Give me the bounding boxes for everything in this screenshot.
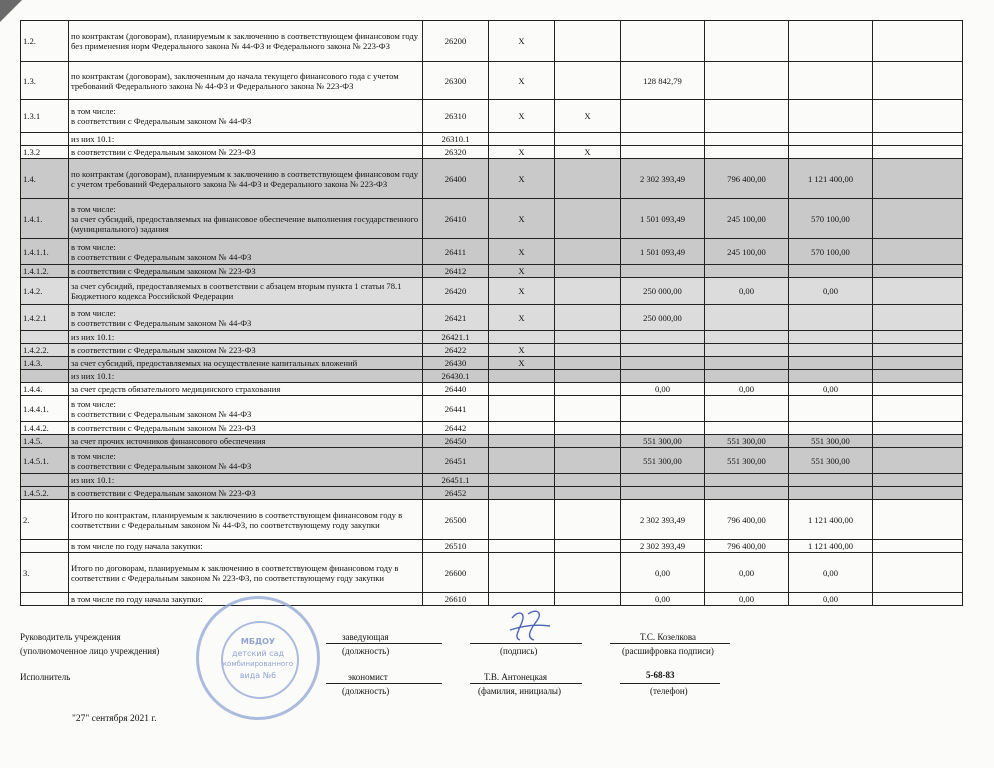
row-empty-cell (873, 146, 963, 159)
table-row (21, 422, 963, 435)
row-mark-2 (555, 474, 621, 487)
row-value-year-1 (621, 133, 705, 146)
row-empty-cell (873, 396, 963, 422)
stamp-line-4: вида №6 (239, 671, 277, 680)
head-position: заведующая (342, 632, 389, 642)
row-description: в том числе: в соответствии с Федеральным законом № 44-ФЗ (69, 100, 423, 133)
row-mark-1 (489, 487, 555, 500)
row-description: за счет субсидий, предоставляемых в соответствии с абзацем вторым пункта 1 статьи 78.1 Бюджетного кодекса Российской Федерации (69, 278, 423, 305)
row-number: 1.4.5. (21, 435, 69, 448)
table-row (21, 265, 963, 278)
row-mark-1: X (489, 265, 555, 278)
row-mark-1 (489, 435, 555, 448)
row-value-year-2 (705, 133, 789, 146)
row-value-year-3: 1 121 400,00 (789, 540, 873, 553)
row-empty-cell (873, 370, 963, 383)
row-description: в том числе: в соответствии с Федеральным законом № 44-ФЗ (69, 239, 423, 265)
row-description: за счет прочих источников финансового обеспечения (69, 435, 423, 448)
executor-name: Т.В. Антонецкая (484, 672, 547, 682)
row-mark-2 (555, 357, 621, 370)
row-value-year-1: 128 842,79 (621, 62, 705, 100)
row-value-year-3 (789, 344, 873, 357)
row-code: 26451.1 (423, 474, 489, 487)
row-empty-cell (873, 331, 963, 344)
row-value-year-1: 0,00 (621, 553, 705, 593)
row-number (21, 133, 69, 146)
row-value-year-3 (789, 474, 873, 487)
row-description: из них 10.1: (69, 474, 423, 487)
row-value-year-3 (789, 62, 873, 100)
row-value-year-2 (705, 422, 789, 435)
row-value-year-2 (705, 344, 789, 357)
row-value-year-1: 0,00 (621, 593, 705, 606)
row-value-year-1 (621, 474, 705, 487)
row-code: 26452 (423, 487, 489, 500)
row-number (21, 331, 69, 344)
row-number: 1.4.2. (21, 278, 69, 305)
sign-caption: (подпись) (500, 646, 538, 656)
row-value-year-2: 551 300,00 (705, 448, 789, 474)
row-number: 1.4.4.2. (21, 422, 69, 435)
executor-name-line (470, 683, 582, 684)
row-value-year-1: 2 302 393,49 (621, 540, 705, 553)
row-description: в том числе по году начала закупки: (69, 540, 423, 553)
row-mark-1 (489, 383, 555, 396)
table-row (21, 239, 963, 265)
row-value-year-2: 245 100,00 (705, 199, 789, 239)
row-mark-2 (555, 500, 621, 540)
row-empty-cell (873, 540, 963, 553)
row-number: 1.4. (21, 159, 69, 199)
row-mark-2: X (555, 146, 621, 159)
row-empty-cell (873, 62, 963, 100)
row-value-year-3: 0,00 (789, 593, 873, 606)
row-mark-1 (489, 422, 555, 435)
row-empty-cell (873, 159, 963, 199)
table-row (21, 146, 963, 159)
row-mark-1: X (489, 278, 555, 305)
row-mark-2 (555, 305, 621, 331)
row-value-year-2 (705, 487, 789, 500)
row-code: 26442 (423, 422, 489, 435)
row-mark-2 (555, 344, 621, 357)
head-name: Т.С. Козелкова (640, 632, 696, 642)
row-value-year-1 (621, 487, 705, 500)
row-value-year-2: 796 400,00 (705, 500, 789, 540)
row-number (21, 474, 69, 487)
row-code: 26600 (423, 553, 489, 593)
row-mark-2 (555, 448, 621, 474)
row-value-year-3 (789, 305, 873, 331)
row-value-year-2 (705, 146, 789, 159)
row-description: по контрактам (договорам), планируемым к заключению в соответствующем финансовом году с учетом требований Федерального закона № 44-ФЗ и Федерального закона № 223-ФЗ (69, 159, 423, 199)
row-value-year-3: 1 121 400,00 (789, 500, 873, 540)
row-mark-1: X (489, 159, 555, 199)
row-empty-cell (873, 100, 963, 133)
row-description: в том числе по году начала закупки: (69, 593, 423, 606)
row-code: 26510 (423, 540, 489, 553)
row-number: 1.4.5.2. (21, 487, 69, 500)
row-description: из них 10.1: (69, 370, 423, 383)
table-row (21, 305, 963, 331)
row-value-year-1 (621, 396, 705, 422)
row-mark-1: X (489, 305, 555, 331)
row-description: в соответствии с Федеральным законом № 223-ФЗ (69, 487, 423, 500)
row-mark-1: X (489, 199, 555, 239)
row-value-year-1 (621, 357, 705, 370)
row-value-year-2: 0,00 (705, 553, 789, 593)
row-mark-1 (489, 133, 555, 146)
row-empty-cell (873, 422, 963, 435)
row-value-year-3: 551 300,00 (789, 448, 873, 474)
row-value-year-3: 0,00 (789, 553, 873, 593)
row-empty-cell (873, 133, 963, 146)
document-date: "27" сентября 2021 г. (72, 714, 157, 724)
row-value-year-1 (621, 344, 705, 357)
row-mark-1 (489, 593, 555, 606)
row-empty-cell (873, 593, 963, 606)
name-caption: (расшифровка подписи) (622, 646, 714, 656)
row-value-year-3 (789, 146, 873, 159)
row-mark-1 (489, 553, 555, 593)
row-mark-1 (489, 500, 555, 540)
row-mark-2 (555, 540, 621, 553)
row-number: 2. (21, 500, 69, 540)
row-code: 26421.1 (423, 331, 489, 344)
row-code: 26400 (423, 159, 489, 199)
row-mark-2 (555, 422, 621, 435)
row-description: Итого по договорам, планируемым к заключению в соответствующем финансовом году в соответствии с Федеральным законом № 223-ФЗ, по соответствующему году закупки (69, 553, 423, 593)
executor-label: Исполнитель (20, 672, 71, 682)
row-mark-1: X (489, 357, 555, 370)
row-empty-cell (873, 435, 963, 448)
row-description: в соответствии с Федеральным законом № 223-ФЗ (69, 265, 423, 278)
row-number (21, 593, 69, 606)
row-mark-1: X (489, 62, 555, 100)
position-line (326, 643, 442, 644)
row-description: в том числе: в соответствии с Федеральным законом № 44-ФЗ (69, 305, 423, 331)
row-value-year-2 (705, 305, 789, 331)
row-value-year-1: 0,00 (621, 383, 705, 396)
row-description: из них 10.1: (69, 331, 423, 344)
row-value-year-3 (789, 21, 873, 62)
row-mark-2 (555, 553, 621, 593)
row-mark-2 (555, 278, 621, 305)
row-description: в соответствии с Федеральным законом № 223-ФЗ (69, 422, 423, 435)
row-mark-2 (555, 199, 621, 239)
row-code: 26300 (423, 62, 489, 100)
row-value-year-1: 2 302 393,49 (621, 500, 705, 540)
row-mark-1: X (489, 100, 555, 133)
row-code: 26451 (423, 448, 489, 474)
executor-phone: 5-68-83 (646, 670, 675, 680)
position-caption: (должность) (342, 646, 390, 656)
row-value-year-2: 0,00 (705, 383, 789, 396)
executor-name-caption: (фамилия, инициалы) (478, 686, 561, 696)
row-number: 1.4.1.2. (21, 265, 69, 278)
row-description: за счет субсидий, предоставляемых на осуществление капитальных вложений (69, 357, 423, 370)
official-stamp (196, 596, 320, 720)
row-description: в соответствии с Федеральным законом № 223-ФЗ (69, 146, 423, 159)
row-value-year-1 (621, 422, 705, 435)
row-number: 1.4.2.1 (21, 305, 69, 331)
row-number (21, 370, 69, 383)
row-value-year-2 (705, 21, 789, 62)
row-value-year-1 (621, 265, 705, 278)
row-value-year-3: 570 100,00 (789, 239, 873, 265)
table-row (21, 21, 963, 62)
row-mark-2 (555, 593, 621, 606)
row-value-year-2 (705, 396, 789, 422)
row-mark-2 (555, 487, 621, 500)
name-line (610, 643, 730, 644)
row-empty-cell (873, 344, 963, 357)
row-description: Итого по контрактам, планируемым к заключению в соответствующем финансовом году в соответствии с Федеральным законом № 44-ФЗ, по соответствующему году закупки (69, 500, 423, 540)
table-row (21, 199, 963, 239)
row-mark-1 (489, 396, 555, 422)
row-code: 26430.1 (423, 370, 489, 383)
row-code: 26310.1 (423, 133, 489, 146)
row-value-year-1: 1 501 093,49 (621, 199, 705, 239)
row-description: по контрактам (договорам), заключенным до начала текущего финансового года с учетом требований Федерального закона № 44-ФЗ и Федерального закона № 223-ФЗ (69, 62, 423, 100)
row-mark-1 (489, 448, 555, 474)
executor-position-line (326, 683, 442, 684)
row-mark-2 (555, 21, 621, 62)
row-value-year-3 (789, 422, 873, 435)
row-value-year-3 (789, 265, 873, 278)
row-code: 26410 (423, 199, 489, 239)
table-row (21, 435, 963, 448)
row-mark-2 (555, 265, 621, 278)
row-empty-cell (873, 500, 963, 540)
row-value-year-2 (705, 370, 789, 383)
row-code: 26420 (423, 278, 489, 305)
row-mark-2 (555, 133, 621, 146)
row-mark-1 (489, 370, 555, 383)
table-row (21, 278, 963, 305)
row-number: 3. (21, 553, 69, 593)
row-number (21, 540, 69, 553)
row-code: 26200 (423, 21, 489, 62)
row-code: 26440 (423, 383, 489, 396)
row-empty-cell (873, 239, 963, 265)
row-value-year-3 (789, 100, 873, 133)
row-code: 26500 (423, 500, 489, 540)
phone-line (620, 683, 720, 684)
row-value-year-2 (705, 62, 789, 100)
row-number: 1.4.1.1. (21, 239, 69, 265)
table-row (21, 133, 963, 146)
row-value-year-3: 0,00 (789, 383, 873, 396)
row-value-year-2 (705, 100, 789, 133)
row-value-year-2 (705, 357, 789, 370)
executor-position-caption: (должность) (342, 686, 390, 696)
row-number: 1.4.4. (21, 383, 69, 396)
row-number: 1.3.2 (21, 146, 69, 159)
row-value-year-1 (621, 100, 705, 133)
row-empty-cell (873, 383, 963, 396)
table-row (21, 448, 963, 474)
row-code: 26450 (423, 435, 489, 448)
table-row (21, 474, 963, 487)
row-value-year-2: 0,00 (705, 593, 789, 606)
row-value-year-1 (621, 370, 705, 383)
row-code: 26422 (423, 344, 489, 357)
table-row (21, 331, 963, 344)
row-mark-2 (555, 370, 621, 383)
row-value-year-3 (789, 396, 873, 422)
row-mark-1: X (489, 239, 555, 265)
row-value-year-3 (789, 133, 873, 146)
row-mark-2 (555, 383, 621, 396)
row-value-year-1: 250 000,00 (621, 278, 705, 305)
row-number: 1.4.1. (21, 199, 69, 239)
row-value-year-3: 570 100,00 (789, 199, 873, 239)
row-mark-1: X (489, 146, 555, 159)
row-empty-cell (873, 448, 963, 474)
table-row (21, 593, 963, 606)
row-number: 1.4.2.2. (21, 344, 69, 357)
table-row (21, 553, 963, 593)
row-empty-cell (873, 487, 963, 500)
row-empty-cell (873, 305, 963, 331)
head-sublabel: (уполномоченное лицо учреждения) (20, 646, 160, 656)
row-number: 1.4.4.1. (21, 396, 69, 422)
row-number: 1.3.1 (21, 100, 69, 133)
row-value-year-3 (789, 487, 873, 500)
row-mark-2 (555, 159, 621, 199)
row-number: 1.3. (21, 62, 69, 100)
row-value-year-1: 2 302 393,49 (621, 159, 705, 199)
table-row (21, 370, 963, 383)
row-mark-1 (489, 331, 555, 344)
row-value-year-2: 245 100,00 (705, 239, 789, 265)
row-value-year-2: 796 400,00 (705, 159, 789, 199)
row-number: 1.2. (21, 21, 69, 62)
row-code: 26412 (423, 265, 489, 278)
row-value-year-1 (621, 146, 705, 159)
row-mark-1 (489, 474, 555, 487)
row-value-year-3: 551 300,00 (789, 435, 873, 448)
row-mark-2 (555, 396, 621, 422)
executor-position: экономист (348, 672, 388, 682)
row-description: за счет средств обязательного медицинского страхования (69, 383, 423, 396)
row-value-year-2: 551 300,00 (705, 435, 789, 448)
page-corner-fold (0, 0, 22, 22)
row-value-year-3 (789, 370, 873, 383)
row-empty-cell (873, 199, 963, 239)
row-number: 1.4.5.1. (21, 448, 69, 474)
row-mark-2 (555, 331, 621, 344)
row-value-year-1: 551 300,00 (621, 448, 705, 474)
row-empty-cell (873, 265, 963, 278)
row-code: 26430 (423, 357, 489, 370)
row-code: 26610 (423, 593, 489, 606)
row-mark-1 (489, 540, 555, 553)
row-value-year-2: 0,00 (705, 278, 789, 305)
procurement-table (20, 20, 963, 606)
row-code: 26441 (423, 396, 489, 422)
table-row (21, 62, 963, 100)
table-row (21, 100, 963, 133)
row-value-year-2: 796 400,00 (705, 540, 789, 553)
row-mark-2 (555, 435, 621, 448)
row-empty-cell (873, 21, 963, 62)
row-value-year-1 (621, 331, 705, 344)
row-mark-2: X (555, 100, 621, 133)
table-row (21, 383, 963, 396)
row-empty-cell (873, 278, 963, 305)
handwritten-signature (506, 608, 552, 644)
row-value-year-1 (621, 21, 705, 62)
row-description: в том числе: в соответствии с Федеральным законом № 44-ФЗ (69, 448, 423, 474)
row-value-year-3 (789, 357, 873, 370)
table-row (21, 357, 963, 370)
row-value-year-3: 1 121 400,00 (789, 159, 873, 199)
row-value-year-2 (705, 265, 789, 278)
row-mark-1: X (489, 21, 555, 62)
row-value-year-3 (789, 331, 873, 344)
row-mark-2 (555, 239, 621, 265)
table-row (21, 344, 963, 357)
row-value-year-1: 551 300,00 (621, 435, 705, 448)
table-row (21, 396, 963, 422)
row-description: в соответствии с Федеральным законом № 223-ФЗ (69, 344, 423, 357)
row-empty-cell (873, 357, 963, 370)
row-code: 26421 (423, 305, 489, 331)
head-label: Руководитель учреждения (20, 632, 121, 642)
row-value-year-1: 250 000,00 (621, 305, 705, 331)
row-number: 1.4.3. (21, 357, 69, 370)
phone-caption: (телефон) (650, 686, 688, 696)
row-code: 26320 (423, 146, 489, 159)
row-empty-cell (873, 474, 963, 487)
table-row (21, 500, 963, 540)
table-row (21, 159, 963, 199)
stamp-line-3: комбинированного (222, 660, 294, 668)
row-description: из них 10.1: (69, 133, 423, 146)
row-description: в том числе: за счет субсидий, предоставляемых на финансовое обеспечение выполнения государственного (муниципального) задания (69, 199, 423, 239)
row-value-year-1: 1 501 093,49 (621, 239, 705, 265)
table-row (21, 540, 963, 553)
row-mark-1: X (489, 344, 555, 357)
row-code: 26411 (423, 239, 489, 265)
row-description: в том числе: в соответствии с Федеральным законом № 44-ФЗ (69, 396, 423, 422)
row-value-year-2 (705, 474, 789, 487)
row-value-year-2 (705, 331, 789, 344)
row-code: 26310 (423, 100, 489, 133)
stamp-line-2: детский сад (231, 649, 285, 658)
row-value-year-3: 0,00 (789, 278, 873, 305)
stamp-line-1: МБДОУ (240, 637, 276, 646)
row-description: по контрактам (договорам), планируемым к заключению в соответствующем финансовом году без применения норм Федерального закона № 44-ФЗ и Федерального закона № 223-ФЗ (69, 21, 423, 62)
row-empty-cell (873, 553, 963, 593)
row-mark-2 (555, 62, 621, 100)
table-row (21, 487, 963, 500)
